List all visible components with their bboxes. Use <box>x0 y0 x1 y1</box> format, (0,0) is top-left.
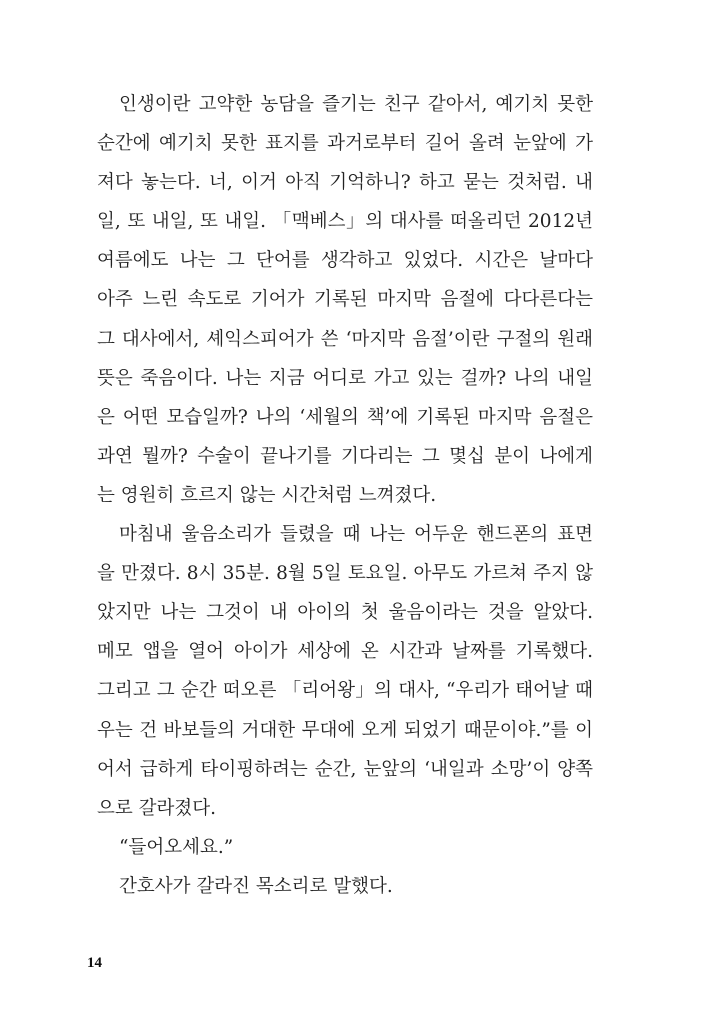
text-line: 으로 갈라졌다. <box>97 797 216 819</box>
text-line: 마침내 울음소리가 들렸을 때 나는 어두운 핸드폰의 표면 <box>119 524 593 546</box>
text-line: 일, 또 내일, 또 내일. 「맥베스」의 대사를 떠올리던 2012년 <box>97 211 593 233</box>
text-line: 그리고 그 순간 떠오른 「리어왕」의 대사, “우리가 태어날 때 <box>97 680 593 702</box>
text-line: 순간에 예기치 못한 표지를 과거로부터 길어 올려 눈앞에 가 <box>97 133 593 155</box>
text-line: 아주 느린 속도로 기어가 기록된 마지막 음절에 다다른다는 <box>97 289 593 311</box>
page-number: 14 <box>87 955 102 971</box>
text-line: 어서 급하게 타이핑하려는 순간, 눈앞의 ‘내일과 소망’이 양쪽 <box>97 758 593 780</box>
text-line: 인생이란 고약한 농담을 즐기는 친구 같아서, 예기치 못한 <box>119 94 593 115</box>
text-line: 을 만졌다. 8시 35분. 8월 5일 토요일. 아무도 가르쳐 주지 않 <box>97 563 593 585</box>
body-text <box>97 88 593 909</box>
text-line: “들어오세요.” <box>119 836 234 858</box>
text-line: 메모 앱을 열어 아이가 세상에 온 시간과 날짜를 기록했다. <box>97 641 593 663</box>
text-line: 은 어떤 모습일까? 나의 ‘세월의 책’에 기록된 마지막 음절은 <box>97 406 593 428</box>
text-line: 져다 놓는다. 너, 이거 아직 기억하니? 하고 묻는 것처럼. 내 <box>97 172 593 194</box>
text-line: 았지만 나는 그것이 내 아이의 첫 울음이라는 것을 알았다. <box>97 602 593 624</box>
text-line: 뜻은 죽음이다. 나는 지금 어디로 가고 있는 걸까? 나의 내일 <box>97 367 593 389</box>
text-line: 는 영원히 흐르지 않는 시간처럼 느껴졌다. <box>97 484 437 506</box>
text-line: 우는 건 바보들의 거대한 무대에 오게 되었기 때문이야.”를 이 <box>97 719 593 741</box>
text-line: 과연 뭘까? 수술이 끝나기를 기다리는 그 몇십 분이 나에게 <box>97 445 593 467</box>
text-line: 간호사가 갈라진 목소리로 말했다. <box>119 875 393 897</box>
text-line: 그 대사에서, 셰익스피어가 쓴 ‘마지막 음절’이란 구절의 원래 <box>97 328 593 350</box>
text-line: 여름에도 나는 그 단어를 생각하고 있었다. 시간은 날마다 <box>97 250 593 272</box>
